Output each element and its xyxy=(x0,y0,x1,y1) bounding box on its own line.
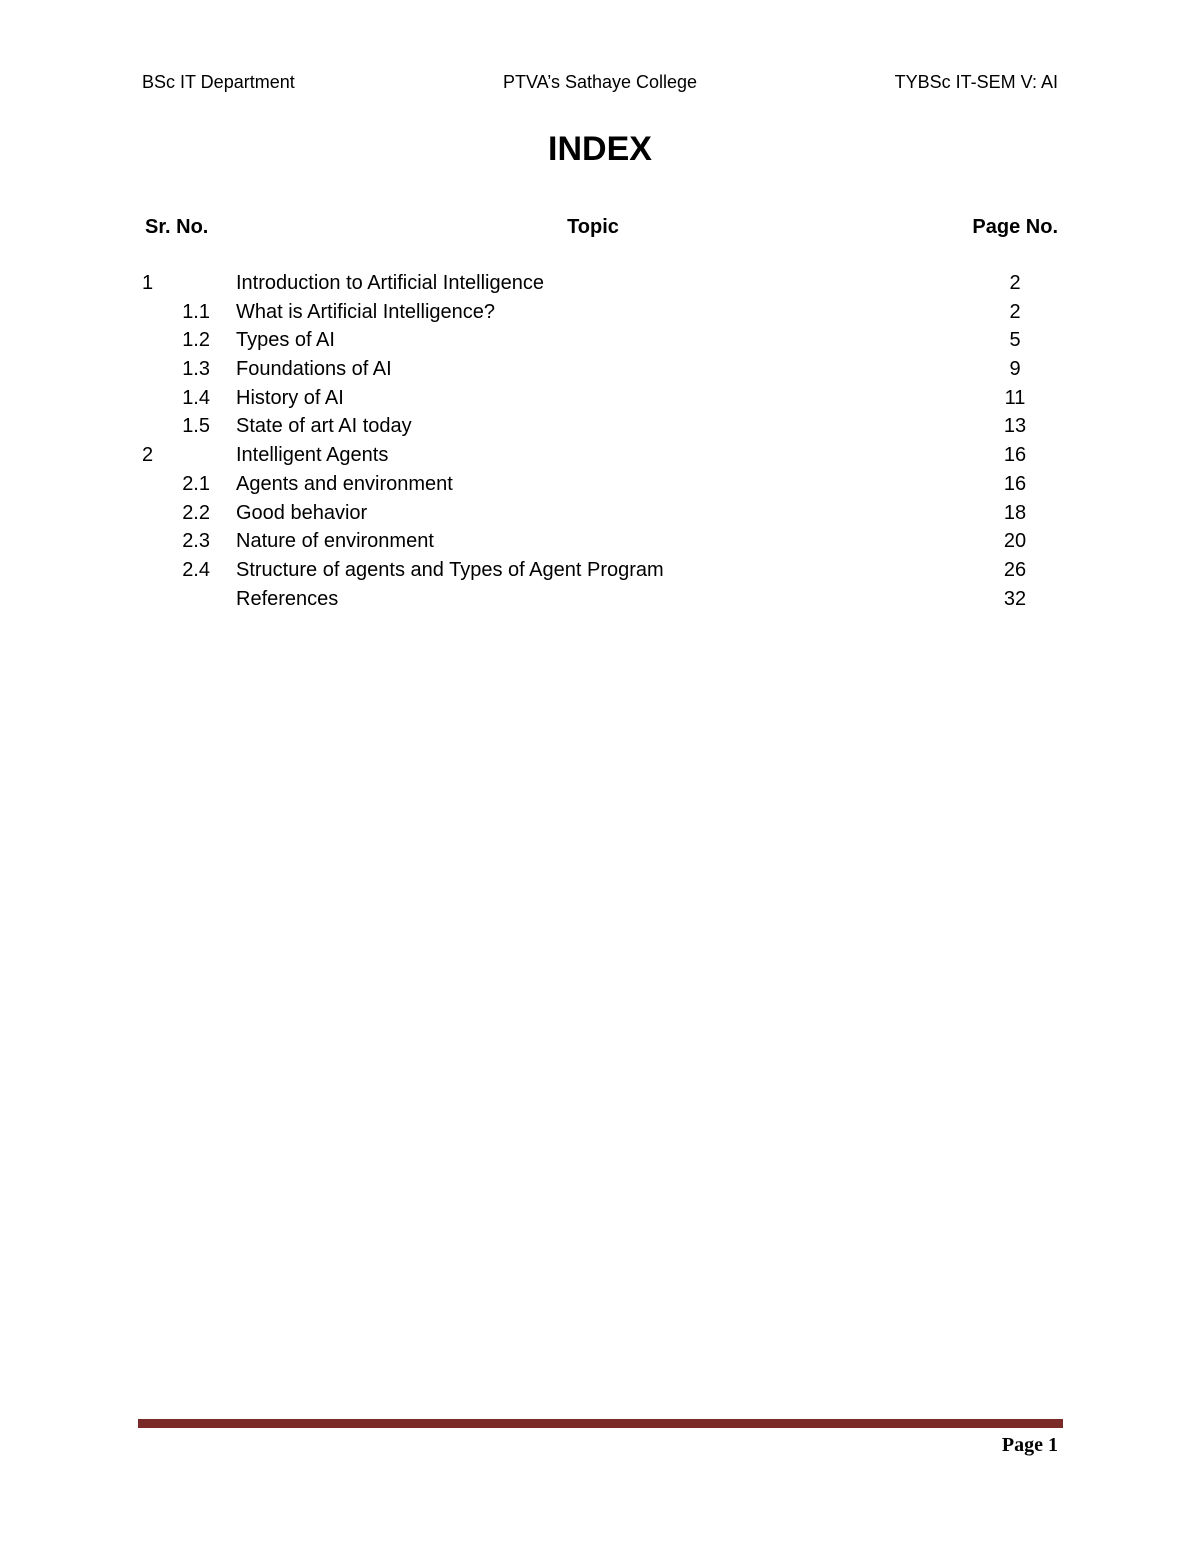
header-course: TYBSc IT-SEM V: AI xyxy=(894,72,1058,92)
toc-entry xyxy=(0,272,1200,301)
toc-entry xyxy=(0,559,1200,588)
entry-number: 2.1 xyxy=(182,472,210,495)
footer-divider xyxy=(138,1419,1063,1428)
entry-topic: References xyxy=(236,587,339,610)
entry-page: 20 xyxy=(1003,530,1027,553)
toc-entry xyxy=(0,473,1200,502)
toc-entry xyxy=(0,530,1200,559)
entry-topic: Good behavior xyxy=(236,501,368,524)
entry-topic: What is Artificial Intelligence? xyxy=(236,300,496,323)
entry-page: 16 xyxy=(1003,444,1027,467)
entry-number: 1 xyxy=(142,272,154,294)
toc-entry xyxy=(0,329,1200,358)
page-number: Page 1 xyxy=(1001,1434,1058,1456)
entry-topic: Introduction to Artificial Intelligence xyxy=(236,272,544,294)
entry-topic: Nature of environment xyxy=(236,530,434,553)
entry-number: 2.3 xyxy=(182,530,210,553)
entry-page: 2 xyxy=(1009,300,1021,323)
column-header-topic: Topic xyxy=(567,216,619,238)
toc-entry xyxy=(0,444,1200,473)
entry-topic: State of art AI today xyxy=(236,415,412,438)
toc-entry xyxy=(0,502,1200,531)
page-title: INDEX xyxy=(548,130,652,168)
entry-page: 13 xyxy=(1003,415,1027,438)
entry-page: 2 xyxy=(1009,272,1021,294)
entry-number: 1.3 xyxy=(182,358,210,381)
entry-number: 2 xyxy=(142,444,154,467)
entry-page: 32 xyxy=(1003,587,1027,610)
entry-page: 11 xyxy=(1004,386,1026,409)
header-college: PTVA’s Sathaye College xyxy=(502,72,698,92)
entry-number: 1.2 xyxy=(182,329,210,352)
entry-number: 2.4 xyxy=(182,558,210,581)
entry-topic: Intelligent Agents xyxy=(236,444,389,467)
entry-number: 1.1 xyxy=(182,300,210,323)
entry-number: 2.2 xyxy=(182,501,210,524)
entry-page: 5 xyxy=(1009,329,1021,352)
column-header-sr-no: Sr. No. xyxy=(145,216,209,238)
entry-topic: Structure of agents and Types of Agent Program xyxy=(236,558,664,581)
toc-entry xyxy=(0,358,1200,387)
toc-entry xyxy=(0,588,1200,617)
entry-topic: Agents and environment xyxy=(236,472,453,495)
entry-topic: History of AI xyxy=(236,386,344,409)
toc-entry xyxy=(0,415,1200,444)
entry-topic: Foundations of AI xyxy=(236,358,392,381)
entry-topic: Types of AI xyxy=(236,329,335,352)
entry-page: 26 xyxy=(1003,558,1027,581)
toc-list xyxy=(0,272,1200,616)
entry-number: 1.5 xyxy=(182,415,210,438)
entry-number: 1.4 xyxy=(182,386,210,409)
toc-column-headers xyxy=(0,216,1200,242)
column-header-page-no: Page No. xyxy=(972,216,1058,238)
entry-page: 16 xyxy=(1003,472,1027,495)
toc-entry xyxy=(0,301,1200,330)
entry-page: 9 xyxy=(1009,358,1021,381)
header-department: BSc IT Department xyxy=(142,72,295,92)
page-header xyxy=(142,72,1058,98)
toc-entry xyxy=(0,387,1200,416)
entry-page: 18 xyxy=(1003,501,1027,524)
